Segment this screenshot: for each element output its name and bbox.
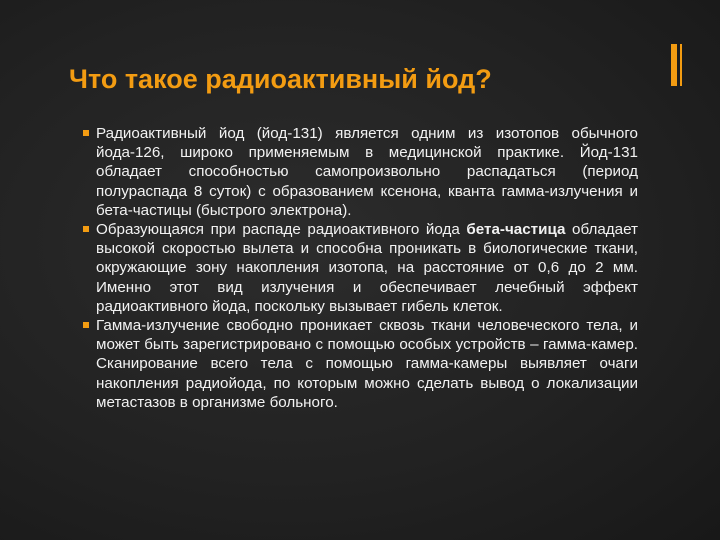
square-bullet-icon — [83, 226, 89, 232]
bullet-bold-term: бета-частица — [466, 221, 566, 239]
bullet-item-3 — [83, 316, 638, 412]
square-bullet-icon — [83, 130, 89, 136]
bullet-item-2 — [83, 220, 638, 316]
square-bullet-icon — [83, 322, 89, 328]
slide-title: Что такое радиоактивный йод? — [69, 64, 492, 94]
bullet-text: Гамма-излучение свободно проникает сквозь ткани человеческого тела, и может быть зарегистрировано с помощью особых устройств – гамма-камер. Сканирование всего тела с помощью гамма-камеры выявляет очаги накопления радиойода, по которым можно сделать вывод о локализации метастазов в организме больного. — [96, 317, 638, 411]
bullet-text-before: Образующаяся при распаде радиоактивного йода — [96, 221, 467, 239]
bullet-list — [83, 124, 638, 412]
bullet-text: Радиоактивный йод (йод-131) является одним из изотопов обычного йода-126, широко применяемым в медицинской практике. Йод-131 обладает способностью самопроизвольно распадаться (период полураспада 8 суток) с образованием ксенона, кванта гамма-излучения и бета-частицы (быстрого электрона). — [96, 125, 638, 219]
bullet-item-1 — [83, 124, 638, 220]
bullet-text-after: обладает высокой скоростью вылета и способна проникать в биологические ткани, окружающие зону накопления изотопа, на расстояние от 0,6 до 2 мм. Именно этот вид излучения и обеспечивает лечебный эффект радиоактивного йода, поскольку вызывает гибель клеток. — [96, 221, 639, 315]
accent-bar-thick — [671, 44, 677, 86]
accent-bar-thin — [680, 44, 682, 86]
